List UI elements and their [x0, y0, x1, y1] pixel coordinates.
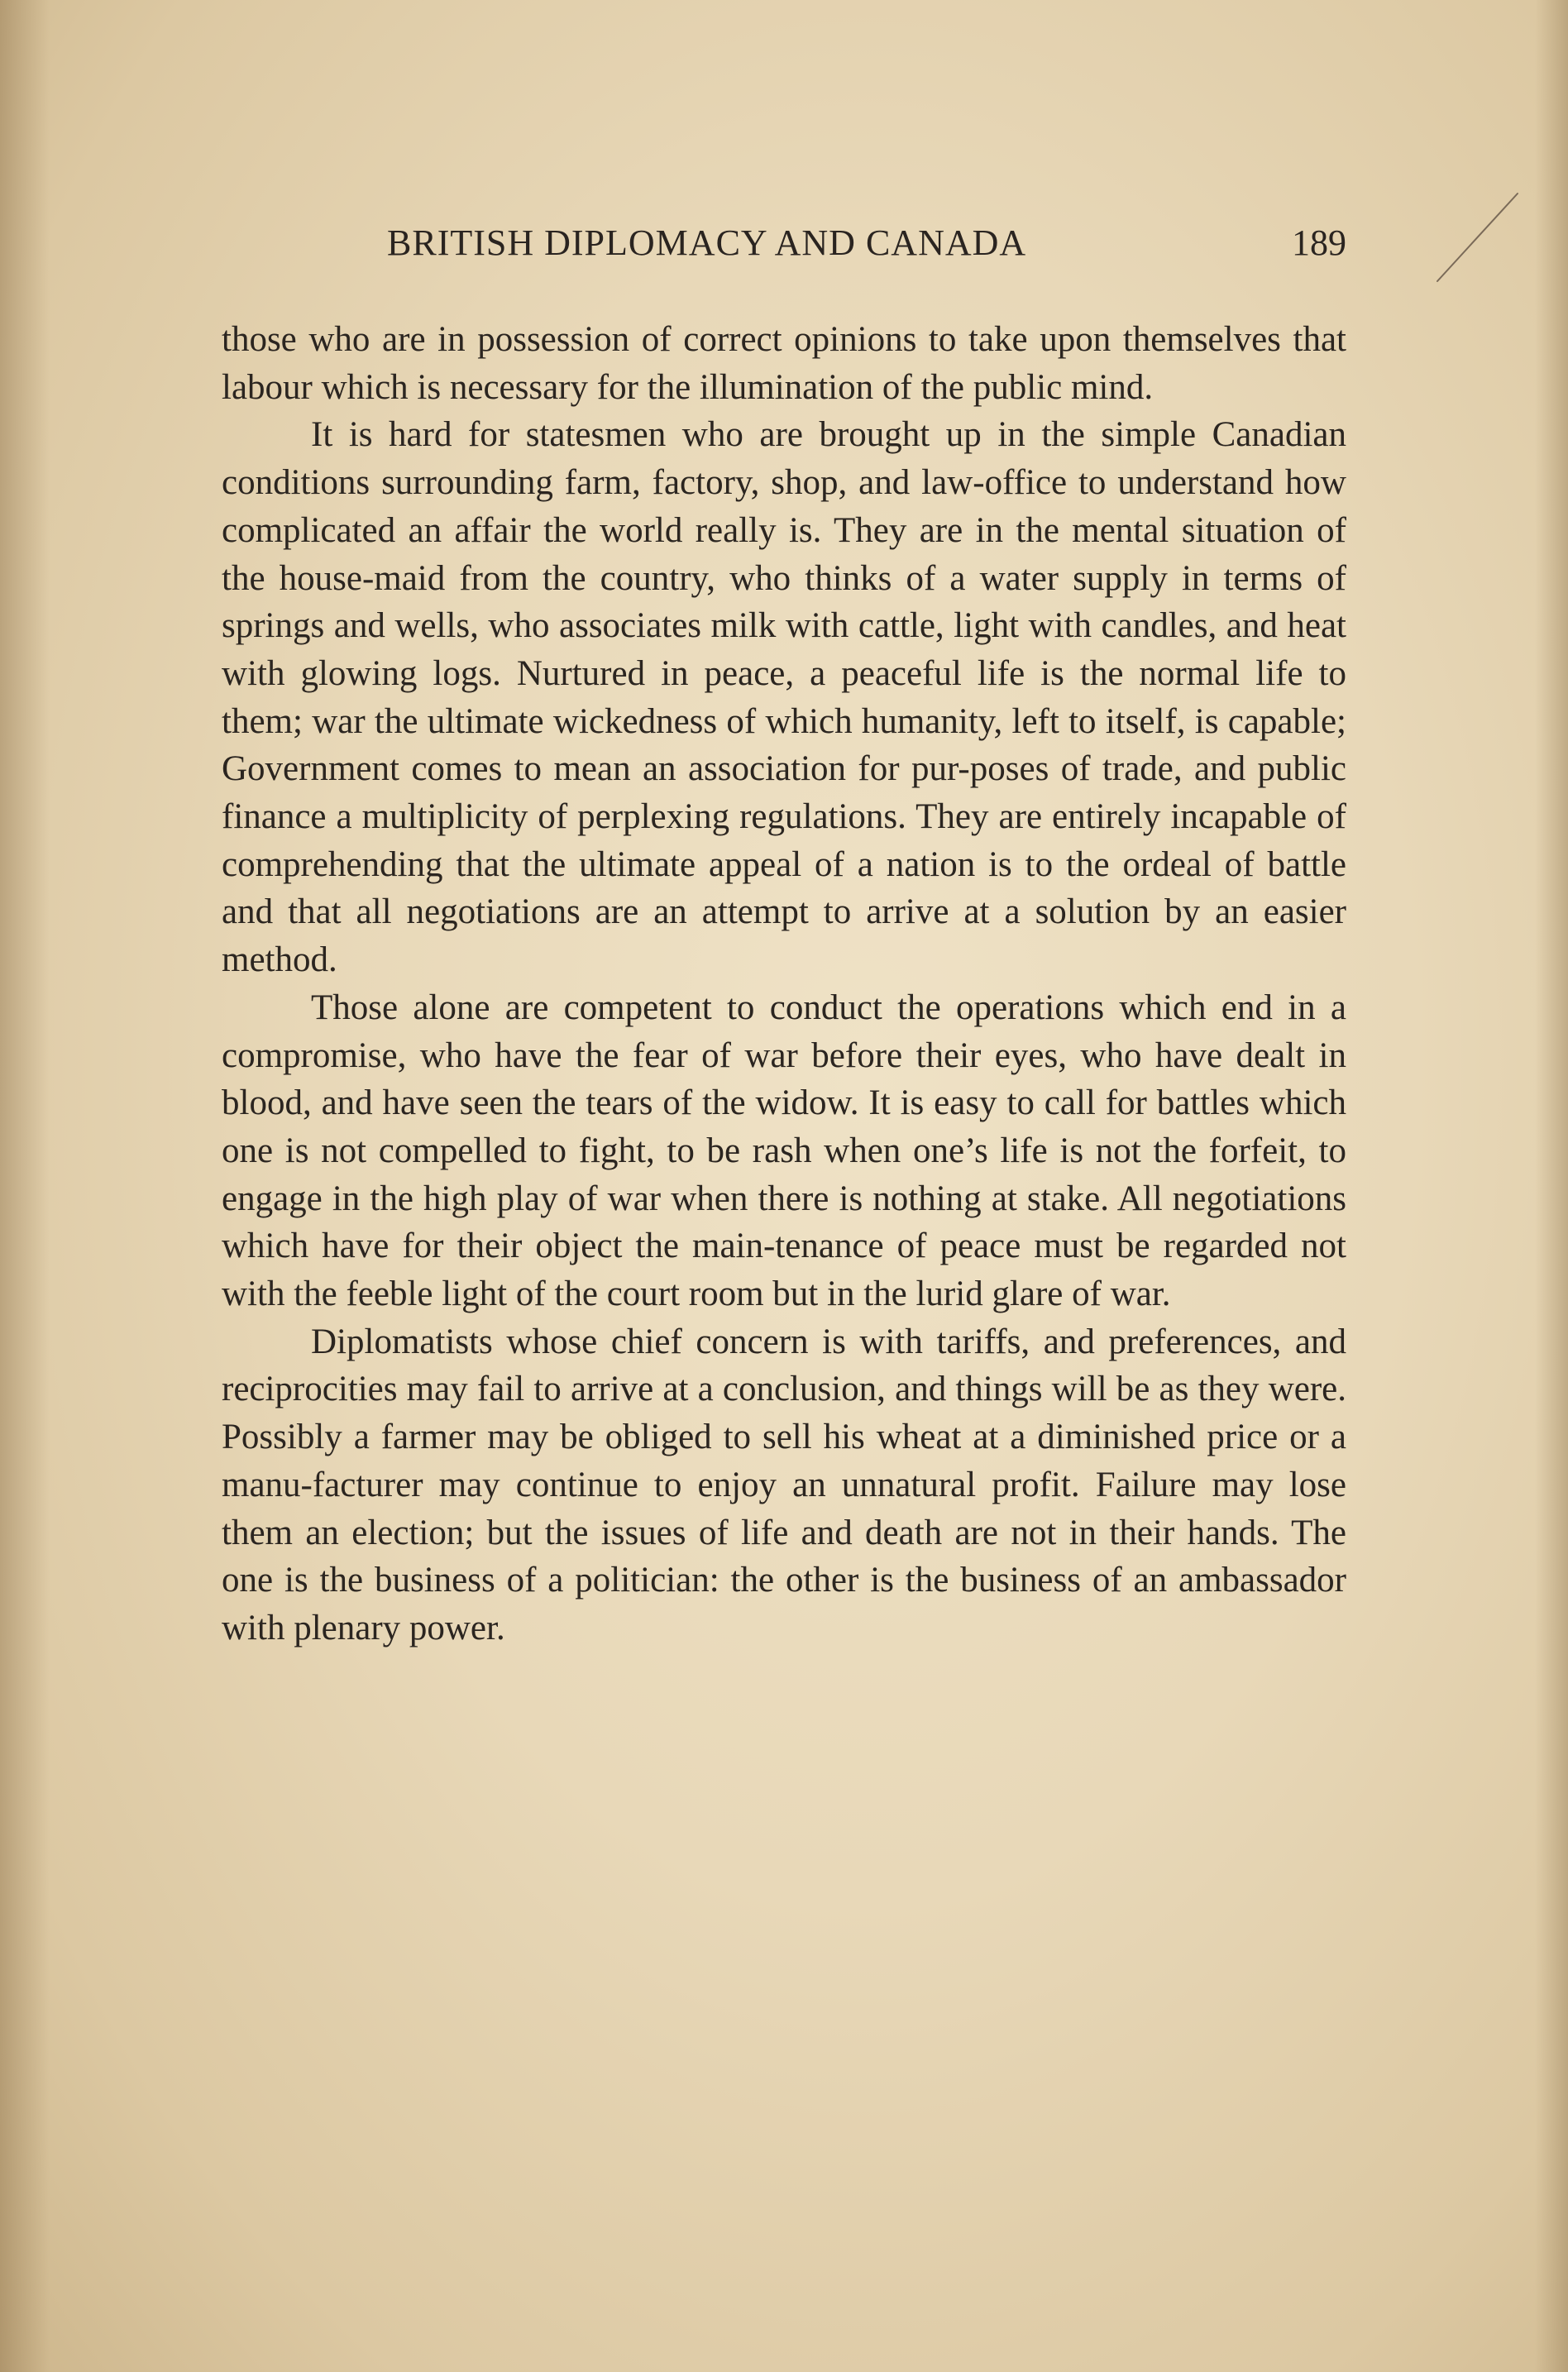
running-title: BRITISH DIPLOMACY AND CANADA — [387, 222, 1027, 263]
page-edge-shadow — [1535, 0, 1568, 2372]
paragraph: Diplomatists whose chief concern is with tariffs, and preferences, and reciprocities may fail to arrive at a conclusion, and things will be as they were. Possibly a farmer may be obliged to sell his wheat at a diminished price or a manu-facturer may continue to enjoy an unnatural profit. Failure may lose them an election; but the issues of life and death are not in their hands. The one is the business of a politician: the other is the business of an ambassador with plenary power. — [222, 1322, 1346, 1647]
running-head — [222, 222, 1346, 280]
page-gutter-shadow — [0, 0, 50, 2372]
body-text — [222, 316, 1346, 1652]
page-number: 189 — [1292, 222, 1346, 263]
paragraph: Those alone are competent to conduct the operations which end in a compromise, who have the fear of war before their eyes, who have dealt in blood, and have seen the tears of the widow. It is easy to call for battles which one is not compelled to fight, to be rash when one’s life is not the forfeit, to engage in the high play of war when there is nothing at stake. All negotiations which have for their object the main-tenance of peace must be regarded not with the feeble light of the court room but in the lurid glare of war. — [222, 988, 1346, 1314]
paragraph-continued: those who are in possession of correct opinions to take upon themselves that labour which is necessary for the illumination of the public mind. — [222, 320, 1346, 407]
pencil-mark-icon — [1431, 189, 1522, 288]
paragraph: It is hard for statesmen who are brought up in the simple Canadian conditions surrounding farm, factory, shop, and law-office to understand how complicated an affair the world really is. They are in the mental situation of the house-maid from the country, who thinks of a water supply in terms of springs and wells, who associates milk with cattle, light with candles, and heat with glowing logs. Nurtured in peace, a peaceful life is the normal life to them; war the ultimate wickedness of which humanity, left to itself, is capable; Government comes to mean an association for pur-poses of trade, and public finance a multiplicity of perplexing regulations. They are entirely incapable of comprehending that the ultimate appeal of a nation is to the ordeal of battle and that all negotiations are an attempt to arrive at a solution by an easier method. — [222, 415, 1346, 980]
